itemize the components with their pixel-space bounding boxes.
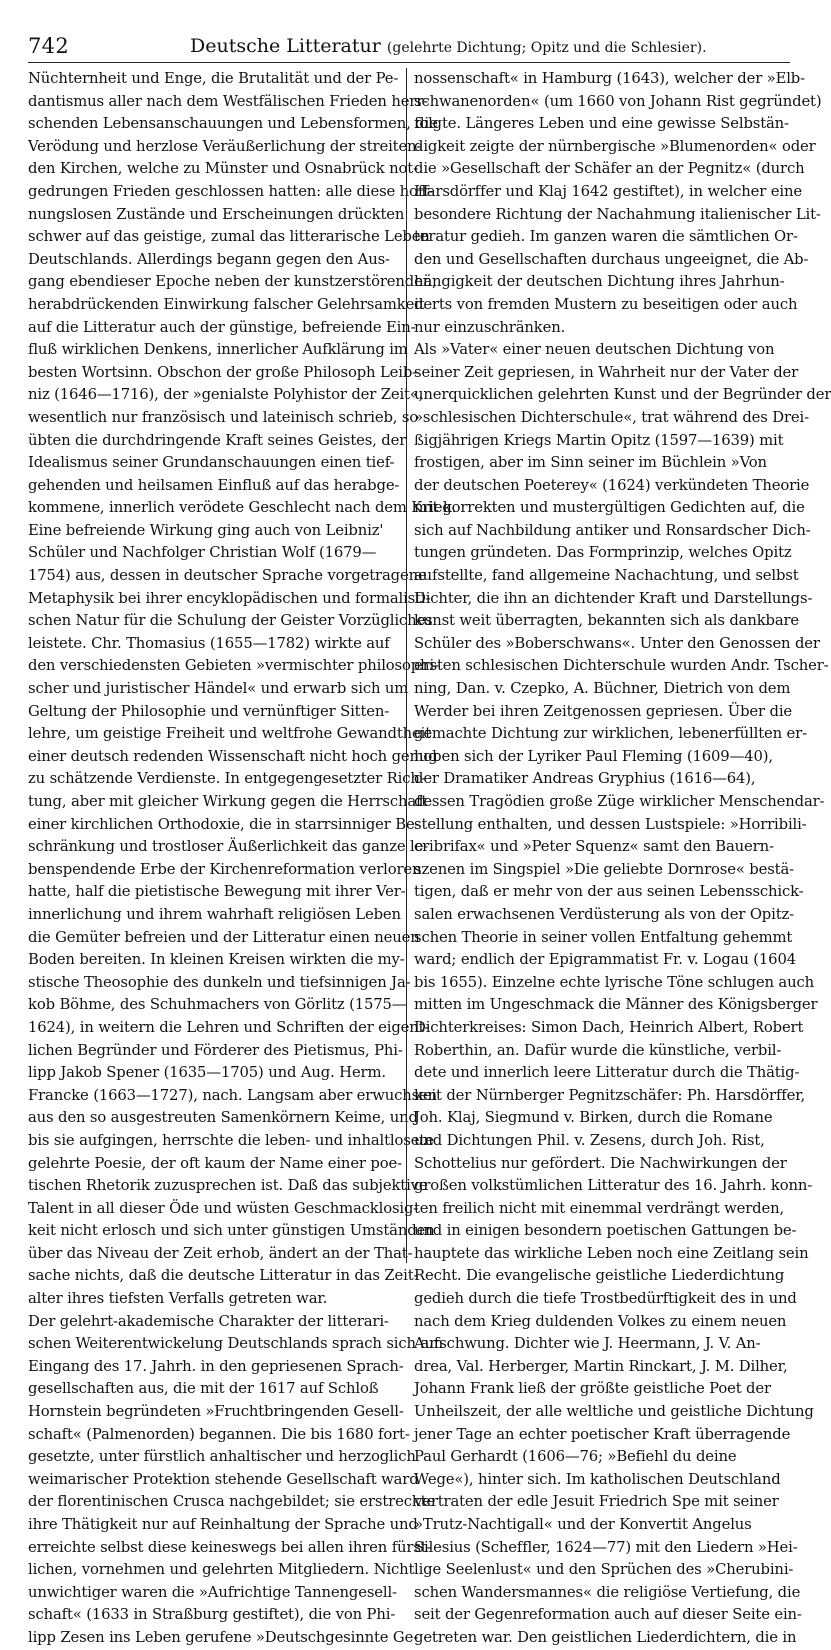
- text-line: dantismus aller nach dem Westfälischen Frieden herr-: [28, 92, 428, 110]
- text-line: scher und juristischer Händel« und erwarb sich um: [28, 680, 409, 698]
- text-line: der florentinischen Crusca nachgebildet; sie erstreckte: [28, 1493, 436, 1511]
- text-line: Nüchternheit und Enge, die Brutalität und der Pe-: [28, 70, 399, 87]
- text-line: und Dichtungen Phil. v. Zesens, durch Joh. Rist,: [414, 1131, 765, 1149]
- text-line: weimarischer Protektion stehende Gesellschaft ward: [28, 1470, 419, 1488]
- text-line: ning, Dan. v. Czepko, A. Büchner, Dietrich von dem: [414, 680, 791, 698]
- text-line: ten freilich nicht mit einemmal verdrängt werden,: [414, 1199, 785, 1217]
- text-line: Als »Vater« einer neuen deutschen Dichtung von: [414, 341, 775, 359]
- text-line: der Dramatiker Andreas Gryphius (1616—64),: [414, 770, 756, 788]
- text-line: Geltung der Philosophie und vernünftiger Sitten-: [28, 702, 390, 720]
- text-line: Roberthin, an. Dafür wurde die künstliche, verbil-: [414, 1041, 782, 1059]
- text-line: derts von fremden Mustern zu beseitigen oder auch: [414, 295, 798, 313]
- text-line: salen erwachsenen Verdüsterung als von der Opitz-: [414, 905, 794, 923]
- text-line: cribrifax« und »Peter Squenz« samt den Bauern-: [414, 838, 774, 856]
- text-line: dessen Tragödien große Züge wirklicher Menschendar-: [414, 793, 825, 810]
- text-line: Idealismus seiner Grundanschauungen einen tief-: [28, 454, 395, 472]
- text-line: herabdrückenden Einwirkung falscher Gelehrsamkeit: [28, 295, 425, 313]
- text-line: besten Wortsinn. Obschon der große Philosoph Leib-: [28, 363, 417, 381]
- text-line: Eine befreiende Wirkung ging auch von Leibniz': [28, 521, 384, 539]
- text-line: gehenden und heilsamen Einfluß auf das herabge-: [28, 476, 400, 494]
- text-line: folgte. Längeres Leben und eine gewisse Selbstän-: [414, 115, 789, 133]
- text-line: besondere Richtung der Nachahmung italienischer Lit-: [414, 205, 821, 223]
- text-line: nur einzuschränken.: [414, 318, 566, 336]
- text-line: stellung enthalten, und dessen Lustspiele: »Horribili-: [414, 815, 807, 833]
- text-line: seiner Zeit gepriesen, in Wahrheit nur der Vater der: [414, 363, 799, 381]
- text-line: unwichtiger waren die »Aufrichtige Tannengesell-: [28, 1583, 397, 1601]
- text-line: »schlesischen Dichterschule«, trat während des Drei-: [414, 408, 809, 426]
- text-line: gedrungen Frieden geschlossen hatten: alle diese hoff-: [28, 182, 433, 200]
- text-line: schen Theorie in seiner vollen Entfaltung gehemmt: [414, 928, 793, 946]
- text-line: gang ebendieser Epoche neben der kunstzerstörenden,: [28, 273, 437, 291]
- text-line: Werder bei ihren Zeitgenossen gepriesen. Über die: [414, 702, 793, 720]
- text-line: den und Gesellschaften durchaus ungeeignet, die Ab-: [414, 250, 809, 268]
- text-line: keit nicht erlosch und sich unter günstigen Umständen: [28, 1222, 435, 1240]
- text-line: Schüler des »Boberschwans«. Unter den Genossen der: [414, 634, 820, 652]
- text-line: hatte, half die pietistische Bewegung mit ihrer Ver-: [28, 883, 406, 901]
- text-line: Unheilszeit, der alle weltliche und geistliche Dichtung: [414, 1403, 814, 1421]
- text-line: Verödung und herzlose Veräußerlichung der streiten-: [28, 137, 422, 155]
- text-line: 1624), in weitern die Lehren und Schriften der eigent-: [28, 1018, 430, 1036]
- text-line: Harsdörffer und Klaj 1642 gestiftet), in welcher eine: [414, 182, 802, 200]
- text-line: aus den so ausgestreuten Samenkörnern Keime, und: [28, 1109, 418, 1127]
- text-line: schen Natur für die Schulung der Geister Vorzügliches: [28, 612, 433, 630]
- text-line: benspendende Erbe der Kirchenreformation verloren: [28, 860, 422, 878]
- text-line: Dichter, die ihn an dichtender Kraft und Darstellungs-: [414, 589, 813, 607]
- page-header: [28, 34, 790, 58]
- text-line: schwanenorden« (um 1660 von Johann Rist gegründet): [414, 92, 822, 110]
- text-line: leistete. Chr. Thomasius (1655—1782) wirkte auf: [28, 634, 390, 652]
- text-line: übten die durchdringende Kraft seines Geistes, der: [28, 431, 407, 449]
- text-line: tischen Rhetorik zuzusprechen ist. Daß das subjektive: [28, 1177, 428, 1195]
- text-line: Metaphysik bei ihrer encyklopädischen und formalisti-: [28, 589, 431, 607]
- text-line: keit der Nürnberger Pegnitzschäfer: Ph. Harsdörffer,: [414, 1086, 806, 1104]
- text-line: schaft« (Palmenorden) begannen. Die bis 1680 fort-: [28, 1425, 410, 1443]
- text-line: teratur gedieh. Im ganzen waren die sämtlichen Or-: [414, 228, 798, 246]
- text-line: Deutschlands. Allerdings begann gegen den Aus-: [28, 250, 390, 268]
- text-line: fluß wirklichen Denkens, innerlicher Aufklärung im: [28, 341, 408, 359]
- running-title-subtitle: (gelehrte Dichtung; Opitz und die Schlesier).: [386, 40, 707, 56]
- text-line: lichen Begründer und Förderer des Pietismus, Phi-: [28, 1041, 403, 1059]
- text-line: Schottelius nur gefördert. Die Nachwirkungen der: [414, 1154, 787, 1172]
- text-line: getreten war. Den geistlichen Liederdichtern, die in: [414, 1628, 797, 1646]
- text-line: bis sie aufgingen, herrschte die leben- und inhaltlosete: [28, 1131, 434, 1149]
- text-line: der deutschen Poeterey« (1624) verkündeten Theorie: [414, 476, 810, 494]
- text-line: bis 1655). Einzelne echte lyrische Töne schlugen auch: [414, 973, 814, 991]
- header-rule: [28, 62, 790, 63]
- text-line: aufstellte, fand allgemeine Nachachtung, und selbst: [414, 567, 799, 585]
- text-line: einer kirchlichen Orthodoxie, die in starrsinniger Be-: [28, 815, 420, 833]
- text-line: wesentlich nur französisch und lateinisch schrieb, so: [28, 408, 419, 426]
- text-line: ersten schlesischen Dichterschule wurden Andr. Tscher-: [414, 657, 829, 675]
- text-line: mit korrekten und mustergültigen Gedichten auf, die: [414, 499, 805, 517]
- text-line: szenen im Singspiel »Die geliebte Dornrose« bestä-: [414, 860, 794, 878]
- text-line: schwer auf das geistige, zumal das litterarische Leben: [28, 228, 430, 246]
- text-line: innerlichung und ihrem wahrhaft religiösen Leben: [28, 905, 401, 923]
- text-line: Eingang des 17. Jahrh. in den gepriesenen Sprach-: [28, 1357, 404, 1375]
- text-line: Wege«), hinter sich. Im katholischen Deutschland: [414, 1470, 781, 1488]
- text-line: mitten im Ungeschmack die Männer des Königsberger: [414, 996, 818, 1014]
- text-line: vertraten der edle Jesuit Friedrich Spe mit seiner: [414, 1493, 779, 1511]
- text-line: schen Weiterentwickelung Deutschlands sprach sich am: [28, 1335, 444, 1353]
- text-line: die Gemüter befreien und der Litteratur einen neuen: [28, 928, 420, 946]
- text-line: lehre, um geistige Freiheit und weltfrohe Gewandtheit: [28, 725, 431, 743]
- text-line: gesetzte, unter fürstlich anhaltischer und herzoglich: [28, 1448, 416, 1466]
- text-line: nach dem Krieg duldenden Volkes zu einem neuen: [414, 1312, 787, 1330]
- text-line: alter ihres tiefsten Verfalls getreten war.: [28, 1290, 328, 1308]
- right-column: [414, 68, 831, 1650]
- text-line: kommene, innerlich verödete Geschlecht nach dem Krieg.: [28, 499, 457, 517]
- text-line: Recht. Die evangelische geistliche Liederdichtung: [414, 1267, 785, 1285]
- text-line: ßigjährigen Kriegs Martin Opitz (1597—1639) mit: [414, 431, 784, 449]
- text-line: großen volkstümlichen Litteratur des 16. Jahrh. konn-: [414, 1177, 813, 1195]
- text-line: niz (1646—1716), der »genialste Polyhistor der Zeit«,: [28, 386, 424, 404]
- text-line: die »Gesellschaft der Schäfer an der Pegnitz« (durch: [414, 160, 805, 178]
- text-line: schränkung und trostloser Äußerlichkeit das ganze le-: [28, 838, 429, 856]
- text-line: sich auf Nachbildung antiker und Ronsardscher Dich-: [414, 521, 811, 539]
- text-line: gelehrte Poesie, der oft kaum der Name einer poe-: [28, 1154, 402, 1172]
- text-line: hauptete das wirkliche Leben noch eine Zeitlang sein: [414, 1244, 809, 1262]
- text-line: lipp Jakob Spener (1635—1705) und Aug. Herm.: [28, 1064, 386, 1082]
- text-line: Paul Gerhardt (1606—76; »Befiehl du deine: [414, 1448, 737, 1466]
- text-line: lipp Zesen ins Leben gerufene »Deutschgesinnte Ge-: [28, 1628, 419, 1646]
- text-line: den verschiedensten Gebieten »vermischter philosophi-: [28, 657, 439, 675]
- text-line: tungen gründeten. Das Formprinzip, welches Opitz: [414, 544, 792, 562]
- text-line: zu schätzende Verdienste. In entgegengesetzter Rich-: [28, 770, 425, 788]
- running-title-main: Deutsche Litteratur: [190, 35, 381, 57]
- text-line: Aufschwung. Dichter wie J. Heermann, J. V. An-: [414, 1335, 761, 1353]
- text-line: tung, aber mit gleicher Wirkung gegen die Herrschaft: [28, 793, 428, 810]
- text-line: den Kirchen, welche zu Münster und Osnabrück not-: [28, 160, 418, 178]
- text-line: Joh. Klaj, Siegmund v. Birken, durch die Romane: [414, 1109, 773, 1127]
- text-line: Hornstein begründeten »Fruchtbringenden Gesell-: [28, 1403, 404, 1421]
- text-line: tigen, daß er mehr von der aus seinen Lebensschick-: [414, 883, 804, 901]
- text-line: Silesius (Scheffler, 1624—77) mit den Liedern »Hei-: [414, 1538, 798, 1556]
- text-line: dete und innerlich leere Litteratur durch die Thätig-: [414, 1064, 800, 1082]
- page-number: 742: [28, 34, 69, 58]
- text-line: digkeit zeigte der nürnbergische »Blumenorden« oder: [414, 137, 816, 155]
- text-line: gesellschaften aus, die mit der 1617 auf Schloß: [28, 1380, 379, 1398]
- running-title: [190, 34, 707, 60]
- text-line: drea, Val. Herberger, Martin Rinckart, J. M. Dilher,: [414, 1357, 788, 1375]
- text-line: lige Seelenlust« und den Sprüchen des »Cherubini-: [414, 1561, 794, 1579]
- text-line: schen Wandersmannes« die religiöse Vertiefung, die: [414, 1583, 801, 1601]
- text-line: kob Böhme, des Schuhmachers von Görlitz (1575—: [28, 996, 407, 1014]
- text-line: Talent in all dieser Öde und wüsten Geschmacklosig-: [28, 1199, 419, 1217]
- text-line: hoben sich der Lyriker Paul Fleming (1609—40),: [414, 747, 773, 765]
- text-line: »Trutz-Nachtigall« und der Konvertit Angelus: [414, 1516, 752, 1533]
- text-line: Boden bereiten. In kleinen Kreisen wirkten die my-: [28, 951, 405, 969]
- text-line: Francke (1663—1727), nach. Langsam aber erwuchsen: [28, 1086, 438, 1104]
- text-line: lichen, vornehmen und gelehrten Mitgliedern. Nicht: [28, 1561, 415, 1579]
- text-line: Johann Frank ließ der größte geistliche Poet der: [414, 1380, 771, 1398]
- text-line: kunst weit überragten, bekannten sich als dankbare: [414, 612, 800, 630]
- text-line: erreichte selbst diese keineswegs bei allen ihren fürst-: [28, 1538, 432, 1556]
- text-line: schaft« (1633 in Straßburg gestiftet), die von Phi-: [28, 1606, 396, 1624]
- text-line: 1754) aus, dessen in deutscher Sprache vorgetragene: [28, 567, 427, 585]
- text-line: nungslosen Zustände und Erscheinungen drückten: [28, 205, 405, 223]
- column-divider: [406, 68, 407, 1263]
- text-line: nossenschaft« in Hamburg (1643), welcher der »Elb-: [414, 70, 805, 87]
- text-line: Der gelehrt-akademische Charakter der litterari-: [28, 1312, 389, 1330]
- text-line: Dichterkreises: Simon Dach, Heinrich Albert, Robert: [414, 1018, 804, 1036]
- text-line: ward; endlich der Epigrammatist Fr. v. Logau (1604: [414, 951, 796, 969]
- text-line: unerquicklichen gelehrten Kunst und der Begründer der: [414, 386, 831, 404]
- text-line: gedieh durch die tiefe Trostbedürftigkeit des in und: [414, 1290, 797, 1308]
- text-line: auf die Litteratur auch der günstige, befreiende Ein-: [28, 318, 416, 336]
- text-line: jener Tage an echter poetischer Kraft überragende: [414, 1425, 791, 1443]
- text-line: Schüler und Nachfolger Christian Wolf (1679—: [28, 544, 377, 562]
- text-line: und in einigen besondern poetischen Gattungen be-: [414, 1222, 797, 1240]
- text-line: einer deutsch redenden Wissenschaft nicht hoch genug: [28, 747, 438, 765]
- text-line: schenden Lebensanschauungen und Lebensformen, die: [28, 115, 438, 133]
- text-line: frostigen, aber im Sinn seiner im Büchlein »Von: [414, 454, 767, 472]
- text-line: hängigkeit der deutschen Dichtung ihres Jahrhun-: [414, 273, 785, 291]
- left-column: [28, 68, 457, 1650]
- text-line: ihre Thätigkeit nur auf Reinhaltung der Sprache und: [28, 1516, 418, 1533]
- text-line: gemachte Dichtung zur wirklichen, lebenerfüllten er-: [414, 725, 807, 743]
- text-line: stische Theosophie des dunkeln und tiefsinnigen Ja-: [28, 973, 411, 991]
- text-line: sache nichts, daß die deutsche Litteratur in das Zeit-: [28, 1267, 419, 1285]
- text-line: über das Niveau der Zeit erhob, ändert an der That-: [28, 1244, 413, 1262]
- text-line: seit der Gegenreformation auch auf dieser Seite ein-: [414, 1606, 802, 1624]
